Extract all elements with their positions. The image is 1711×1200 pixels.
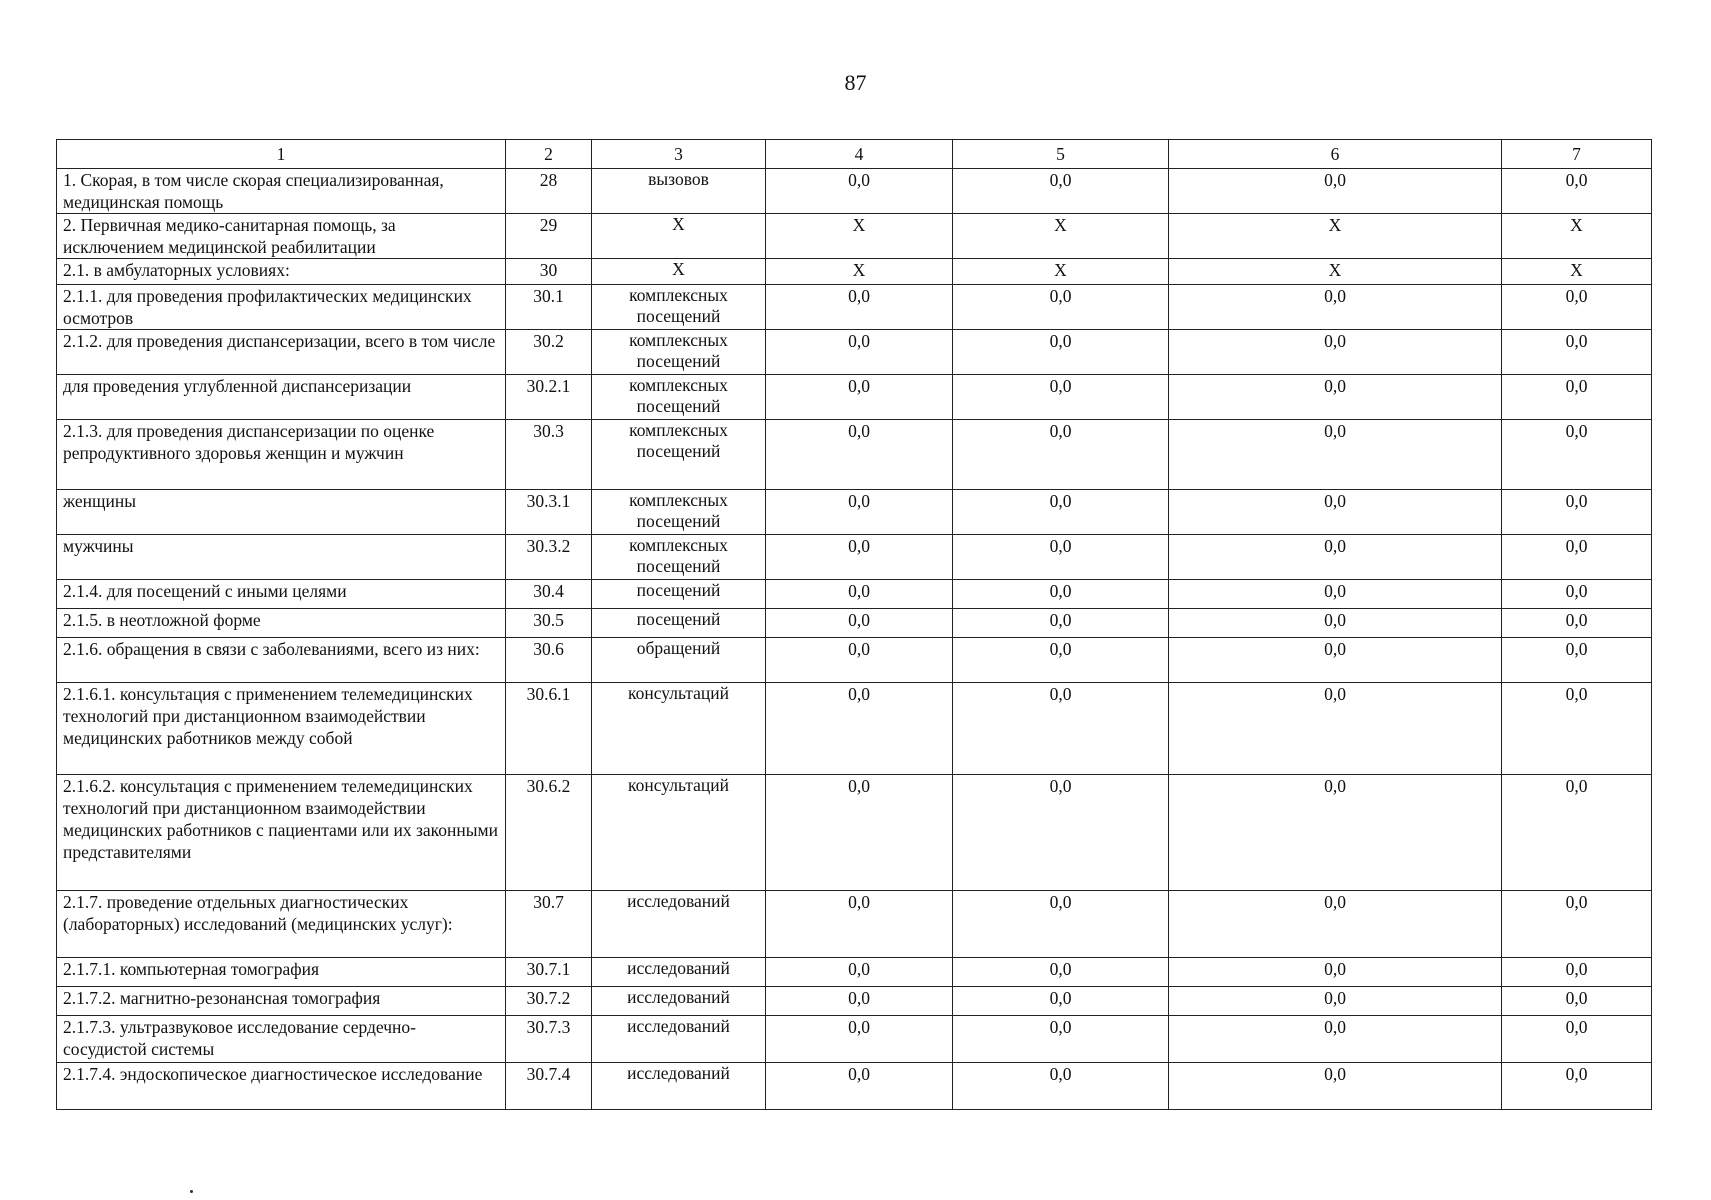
table-row [57, 535, 1652, 580]
value-col6: 0,0 [1169, 580, 1502, 609]
table-row [57, 285, 1652, 330]
row-code: 30.5 [506, 609, 592, 638]
row-code: 30.2.1 [506, 375, 592, 420]
value-col5: 0,0 [953, 420, 1169, 490]
row-code: 30.1 [506, 285, 592, 330]
row-code: 30.7.2 [506, 987, 592, 1016]
row-code: 30.3.2 [506, 535, 592, 580]
table-row [57, 259, 1652, 285]
row-name: 2.1.7.2. магнитно-резонансная томография [57, 987, 506, 1016]
value-col5: 0,0 [953, 609, 1169, 638]
data-table [56, 139, 1652, 1110]
value-col5: 0,0 [953, 987, 1169, 1016]
row-name: 2.1.7. проведение отдельных диагностических (лабораторных) исследований (медицинских услуг): [57, 891, 506, 958]
value-col5: 0,0 [953, 683, 1169, 775]
table-row [57, 891, 1652, 958]
row-unit: исследований [592, 1063, 766, 1110]
value-col5: 0,0 [953, 375, 1169, 420]
row-code: 30.3.1 [506, 490, 592, 535]
table-row [57, 490, 1652, 535]
row-name: 2.1. в амбулаторных условиях: [57, 259, 506, 285]
value-col4: 0,0 [766, 987, 953, 1016]
value-col4: 0,0 [766, 330, 953, 375]
value-col7: 0,0 [1502, 169, 1652, 214]
value-col6: 0,0 [1169, 958, 1502, 987]
value-col7: 0,0 [1502, 330, 1652, 375]
table-row [57, 420, 1652, 490]
row-unit: посещений [592, 580, 766, 609]
value-col4: 0,0 [766, 420, 953, 490]
table-row [57, 214, 1652, 259]
row-unit: комплексных посещений [592, 285, 766, 330]
row-name: мужчины [57, 535, 506, 580]
row-unit: комплексных посещений [592, 490, 766, 535]
value-col6: 0,0 [1169, 375, 1502, 420]
value-col6: 0,0 [1169, 285, 1502, 330]
value-col4: 0,0 [766, 580, 953, 609]
row-name: женщины [57, 490, 506, 535]
value-col6: 0,0 [1169, 775, 1502, 891]
row-unit: комплексных посещений [592, 375, 766, 420]
row-unit: комплексных посещений [592, 420, 766, 490]
value-col5: 0,0 [953, 330, 1169, 375]
table-row [57, 609, 1652, 638]
scan-dot [190, 1190, 193, 1193]
table-row [57, 683, 1652, 775]
table-row [57, 169, 1652, 214]
value-col6: Х [1169, 259, 1502, 285]
value-col6: 0,0 [1169, 987, 1502, 1016]
row-unit: исследований [592, 958, 766, 987]
value-col6: 0,0 [1169, 490, 1502, 535]
value-col4: Х [766, 259, 953, 285]
header-cell: 5 [953, 140, 1169, 169]
row-name: 2.1.6.1. консультация с применением телемедицинских технологий при дистанционном взаимодействии медицинских работников между собой [57, 683, 506, 775]
row-code: 30.7 [506, 891, 592, 958]
value-col5: 0,0 [953, 285, 1169, 330]
value-col4: 0,0 [766, 609, 953, 638]
value-col5: 0,0 [953, 169, 1169, 214]
row-name: 2.1.7.3. ультразвуковое исследование сердечно-сосудистой системы [57, 1016, 506, 1063]
row-name: 2.1.7.4. эндоскопическое диагностическое исследование [57, 1063, 506, 1110]
value-col7: 0,0 [1502, 535, 1652, 580]
value-col4: 0,0 [766, 683, 953, 775]
value-col6: 0,0 [1169, 609, 1502, 638]
value-col4: 0,0 [766, 891, 953, 958]
value-col5: 0,0 [953, 490, 1169, 535]
row-code: 30.6.1 [506, 683, 592, 775]
row-unit: комплексных посещений [592, 535, 766, 580]
row-name: 2.1.7.1. компьютерная томография [57, 958, 506, 987]
header-cell: 3 [592, 140, 766, 169]
header-cell: 6 [1169, 140, 1502, 169]
header-cell: 4 [766, 140, 953, 169]
value-col7: 0,0 [1502, 1063, 1652, 1110]
row-name: для проведения углубленной диспансеризации [57, 375, 506, 420]
table-row [57, 958, 1652, 987]
value-col4: 0,0 [766, 169, 953, 214]
row-code: 30.4 [506, 580, 592, 609]
row-code: 29 [506, 214, 592, 259]
value-col5: 0,0 [953, 891, 1169, 958]
table-row [57, 638, 1652, 683]
table-row [57, 375, 1652, 420]
value-col4: 0,0 [766, 1016, 953, 1063]
row-unit: обращений [592, 638, 766, 683]
value-col7: 0,0 [1502, 958, 1652, 987]
value-col6: 0,0 [1169, 1063, 1502, 1110]
value-col7: 0,0 [1502, 490, 1652, 535]
row-code: 30.7.4 [506, 1063, 592, 1110]
row-code: 30.2 [506, 330, 592, 375]
value-col4: 0,0 [766, 535, 953, 580]
value-col6: 0,0 [1169, 1016, 1502, 1063]
row-name: 2.1.2. для проведения диспансеризации, всего в том числе [57, 330, 506, 375]
value-col7: 0,0 [1502, 775, 1652, 891]
value-col5: 0,0 [953, 535, 1169, 580]
value-col7: 0,0 [1502, 1016, 1652, 1063]
value-col5: 0,0 [953, 1063, 1169, 1110]
row-unit: исследований [592, 1016, 766, 1063]
row-name: 2.1.3. для проведения диспансеризации по оценке репродуктивного здоровья женщин и мужчин [57, 420, 506, 490]
value-col4: 0,0 [766, 958, 953, 987]
value-col7: 0,0 [1502, 285, 1652, 330]
table-row [57, 1063, 1652, 1110]
value-col6: 0,0 [1169, 638, 1502, 683]
row-code: 30 [506, 259, 592, 285]
row-name: 1. Скорая, в том числе скорая специализированная, медицинская помощь [57, 169, 506, 214]
value-col6: 0,0 [1169, 169, 1502, 214]
row-name: 2.1.6.2. консультация с применением телемедицинских технологий при дистанционном взаимодействии медицинских работников с пациентами или их законными представителями [57, 775, 506, 891]
value-col4: Х [766, 214, 953, 259]
value-col7: 0,0 [1502, 375, 1652, 420]
value-col5: 0,0 [953, 580, 1169, 609]
value-col4: 0,0 [766, 1063, 953, 1110]
header-row [57, 140, 1652, 169]
value-col6: 0,0 [1169, 420, 1502, 490]
value-col7: Х [1502, 259, 1652, 285]
value-col4: 0,0 [766, 285, 953, 330]
row-name: 2.1.6. обращения в связи с заболеваниями, всего из них: [57, 638, 506, 683]
value-col6: 0,0 [1169, 535, 1502, 580]
value-col6: 0,0 [1169, 891, 1502, 958]
value-col4: 0,0 [766, 638, 953, 683]
value-col4: 0,0 [766, 375, 953, 420]
row-unit: консультаций [592, 683, 766, 775]
header-cell: 2 [506, 140, 592, 169]
row-unit: вызовов [592, 169, 766, 214]
value-col5: 0,0 [953, 638, 1169, 683]
value-col6: Х [1169, 214, 1502, 259]
row-unit: исследований [592, 891, 766, 958]
table-row [57, 1016, 1652, 1063]
row-name: 2.1.4. для посещений с иными целями [57, 580, 506, 609]
header-cell: 7 [1502, 140, 1652, 169]
row-code: 30.3 [506, 420, 592, 490]
row-unit: комплексных посещений [592, 330, 766, 375]
value-col7: 0,0 [1502, 891, 1652, 958]
value-col4: 0,0 [766, 490, 953, 535]
value-col7: 0,0 [1502, 420, 1652, 490]
value-col4: 0,0 [766, 775, 953, 891]
value-col5: 0,0 [953, 1016, 1169, 1063]
row-code: 28 [506, 169, 592, 214]
row-code: 30.7.1 [506, 958, 592, 987]
value-col7: Х [1502, 214, 1652, 259]
value-col6: 0,0 [1169, 330, 1502, 375]
value-col7: 0,0 [1502, 580, 1652, 609]
row-unit: посещений [592, 609, 766, 638]
table-row [57, 330, 1652, 375]
row-unit: консультаций [592, 775, 766, 891]
value-col6: 0,0 [1169, 683, 1502, 775]
page-number: 87 [844, 70, 867, 95]
table-row [57, 580, 1652, 609]
row-unit: Х [592, 259, 766, 285]
row-unit: Х [592, 214, 766, 259]
value-col5: 0,0 [953, 958, 1169, 987]
table-row [57, 987, 1652, 1016]
value-col5: Х [953, 259, 1169, 285]
row-code: 30.6 [506, 638, 592, 683]
value-col7: 0,0 [1502, 987, 1652, 1016]
row-code: 30.7.3 [506, 1016, 592, 1063]
value-col7: 0,0 [1502, 638, 1652, 683]
row-unit: исследований [592, 987, 766, 1016]
row-name: 2.1.5. в неотложной форме [57, 609, 506, 638]
value-col5: Х [953, 214, 1169, 259]
table-row [57, 775, 1652, 891]
row-code: 30.6.2 [506, 775, 592, 891]
header-cell: 1 [57, 140, 506, 169]
row-name: 2.1.1. для проведения профилактических медицинских осмотров [57, 285, 506, 330]
value-col7: 0,0 [1502, 683, 1652, 775]
value-col5: 0,0 [953, 775, 1169, 891]
row-name: 2. Первичная медико-санитарная помощь, за исключением медицинской реабилитации [57, 214, 506, 259]
value-col7: 0,0 [1502, 609, 1652, 638]
